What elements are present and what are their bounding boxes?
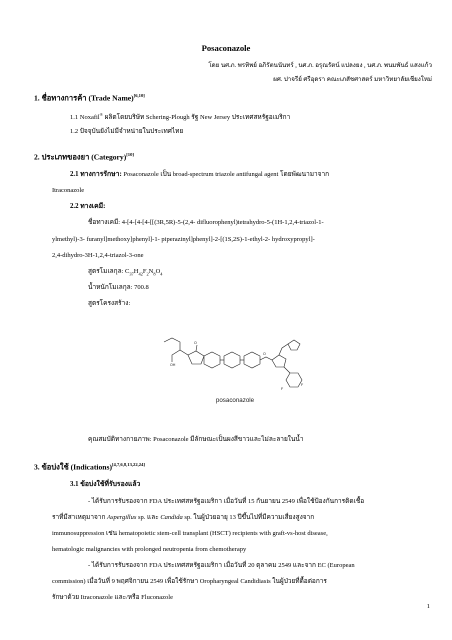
indication-2-line-1: - ได้รับการรับรองจาก FDA ประเทศสหรัฐอเมริกา เมื่อวันที่ 20 ตุลาคม 2549 และจาก EC (European — [88, 562, 355, 569]
authors-line-1: โดย นศ.ภ. พรทิพย์ อภิรัตนนันทร์ , นศ.ภ. อรุณรัตน์ แปลงยง , นศ.ภ. พนมพันธ์ แสงแก้ว — [208, 62, 432, 69]
approved-indications-heading: 3.1 ข้อบ่งใช้ที่รับรองแล้ว — [70, 481, 141, 488]
chemical-structure-image — [150, 328, 320, 406]
indication-1-line-2b: sp. และ — [136, 514, 161, 521]
trade-name-rest: ผลิตโดยบริษัท Schering-Plough รัฐ New Jersey ประเทศสหรัฐอเมริกา — [102, 114, 291, 122]
svg-text:O: O — [194, 341, 197, 345]
chemical-name-line-1: ชื่อทางเคมี: 4-[4-[4-[4-[[(3R,5R)-5-(2,4- difluorophenyl)tetrahydro-5-(1H-1,2,4-triazol-1- — [88, 219, 324, 226]
candida-italic: Candida — [160, 514, 183, 521]
formula-c-count: 37 — [129, 271, 134, 277]
section-2-heading — [34, 152, 134, 162]
section-3-heading-text: 3. ข้อบ่งใช้ (Indications) — [34, 462, 112, 472]
aspergillus-italic: Aspergillus — [107, 514, 137, 521]
section-1-ref: [6,10] — [133, 93, 145, 98]
document-title: Posaconazole — [201, 43, 251, 53]
formula-n: N — [148, 268, 154, 275]
authors-line-2: ผศ. ปาจรีย์ ศรีอุดรา คณะเภสัชศาสตร์ มหาวิทยาลัยเชียงใหม่ — [273, 76, 432, 83]
section-3-ref: [4,7,6,8,13,22,24] — [111, 462, 145, 467]
svg-text:F: F — [301, 383, 304, 387]
indication-1-line-2a: ราที่มีสาเหตุมาจาก — [52, 514, 108, 521]
molecular-formula — [88, 268, 162, 276]
section-1-heading-text: 1. ชื่อทางการค้า (Trade Name) — [34, 93, 134, 103]
indication-2-line-3: รักษาด้วย Itraconazole และ/หรือ Fluconazole — [52, 594, 173, 601]
section-1-item-2: 1.2 ปัจจุบันยังไม่มีจำหน่ายในประเทศไทย — [70, 128, 184, 135]
structure-caption: posaconazole — [215, 397, 255, 404]
formula-n-count: 8 — [153, 271, 156, 277]
therapeutic-label: 2.1 ทางการรักษา: — [70, 171, 122, 178]
structure-label: สูตรโครงสร้าง: — [88, 300, 131, 307]
chemical-name-line-3: 2,4-dihydro-3H-1,2,4-triazol-3-one — [52, 252, 144, 259]
formula-f: F — [142, 268, 147, 275]
svg-text:O: O — [263, 352, 266, 356]
trade-name-prefix: 1.1 Noxafil — [70, 114, 100, 122]
therapeutic-category — [70, 171, 329, 179]
indication-1-line-2c: sp. ในผู้ป่วยอายุ 13 ปีขึ้นไปที่มีความเสี่ยงสูงจาก — [182, 514, 315, 521]
page-number: 1 — [426, 603, 430, 610]
therapeutic-text: Posaconazole เป็น broad-spectrum triazole antifungal agent โดยพัฒนามาจาก — [121, 171, 330, 178]
indication-2-line-2: commission) เมื่อวันที่ 9 พฤศจิกายน 2549 เพื่อใช้รักษา Oropharyngeal Candidiasis ในผู้ป่วยที่ดื้อต่อการ — [52, 578, 327, 585]
indication-1-line-4: hematologic malignancies with prolonged neutropenia from chemotherapy — [52, 546, 247, 553]
chemical-category-label: 2.2 ทางเคมี: — [70, 203, 106, 210]
section-1-item-1 — [70, 112, 290, 122]
formula-f-count: 2 — [146, 271, 149, 277]
indication-1-line-2 — [52, 514, 314, 521]
section-2-heading-text: 2. ประเภทของยา (Category) — [34, 152, 127, 162]
formula-label: สูตรโมเลกุล: C — [88, 268, 130, 275]
svg-text:OH: OH — [170, 363, 176, 367]
formula-o-count: 4 — [160, 271, 163, 277]
chemical-name-line-2: ylmethyl)-3- furanyl]methoxy]phenyl]-1- piperazinyl]phenyl]-2-[(1S,2S)-1-ethyl-2- hydroxypropyl]- — [52, 236, 315, 243]
registered-mark: ® — [99, 112, 103, 117]
formula-o: O — [155, 268, 161, 275]
svg-text:F: F — [281, 387, 284, 391]
therapeutic-text-cont: Itraconazole — [52, 187, 85, 194]
indication-1-line-3: immunosuppression เช่น hematopoietic stem-cell transplant (HSCT) recipients with graft-vs-host disease, — [52, 530, 328, 537]
formula-h: H — [133, 268, 139, 275]
section-1-heading — [34, 93, 145, 103]
formula-h-count: 42 — [138, 271, 143, 277]
section-2-ref: [10] — [126, 152, 134, 157]
physical-properties: คุณสมบัติทางกายภาพ: Posaconazole มีลักษณะเป็นผงสีขาวและไม่ละลายในน้ำ — [88, 436, 304, 443]
section-3-heading — [34, 462, 145, 472]
molecular-weight: น้ำหนักโมเลกุล: 700.8 — [88, 284, 149, 291]
indication-1-line-1: - ได้รับการรับรองจาก FDA ประเทศสหรัฐอเมริกา เมื่อวันที่ 15 กันยายน 2549 เพื่อใช้ป้องกันการติดเชื้อ — [88, 498, 365, 505]
